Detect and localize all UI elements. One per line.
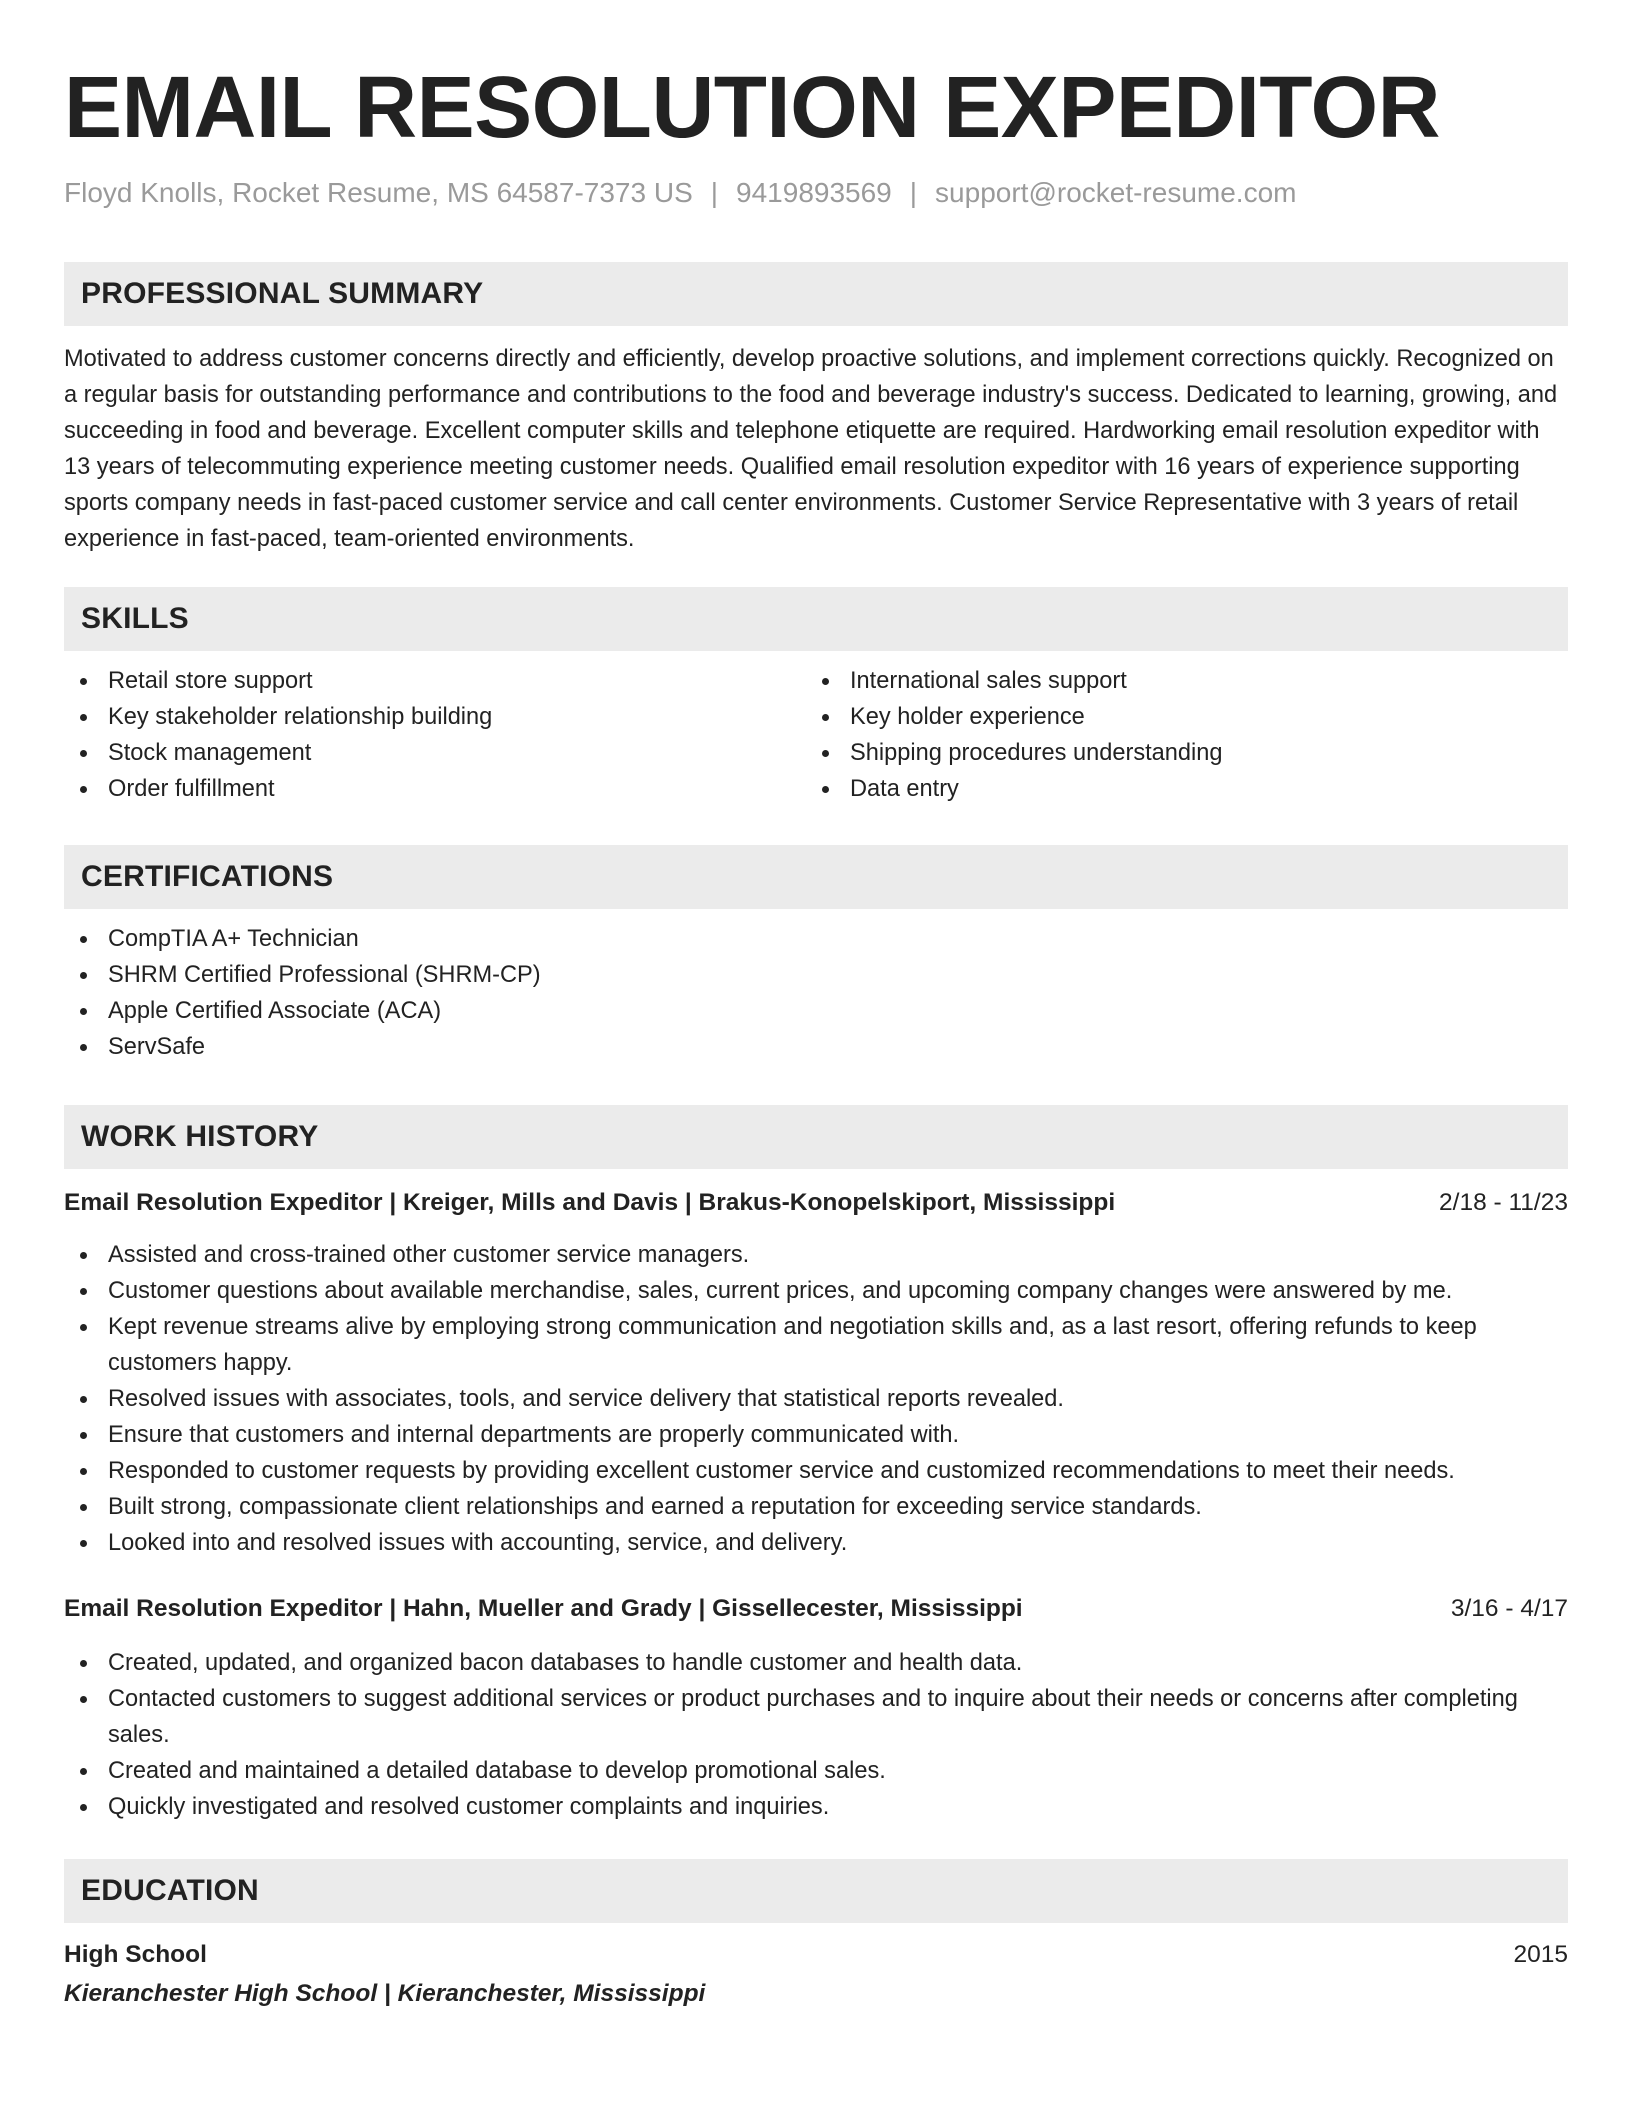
job-bullet: Ensure that customers and internal departments are properly communicated with. (64, 1417, 1568, 1453)
education-school: Kieranchester High School | Kieranchester, Mississippi (64, 1980, 706, 2007)
skill-item: Shipping procedures understanding (806, 735, 1548, 771)
education-degree: High School (64, 1941, 207, 1968)
job-dates: 2/18 - 11/23 (1439, 1189, 1568, 1216)
job-bullet: Kept revenue streams alive by employing strong communication and negotiation skills and, as a last resort, offering refunds to keep customers happy. (64, 1309, 1568, 1381)
skill-item: Key stakeholder relationship building (64, 699, 806, 735)
section-heading-certifications: CERTIFICATIONS (64, 845, 1568, 909)
skill-item: International sales support (806, 663, 1548, 699)
skills-list-left (64, 663, 806, 807)
section-heading-education: EDUCATION (64, 1859, 1568, 1923)
certification-item: CompTIA A+ Technician (64, 921, 1568, 957)
job-dates: 3/16 - 4/17 (1450, 1595, 1568, 1622)
job-bullet: Assisted and cross-trained other customer service managers. (64, 1237, 1568, 1273)
certification-item: SHRM Certified Professional (SHRM-CP) (64, 957, 1568, 993)
certifications-list (64, 921, 1568, 1065)
job-bullet: Created and maintained a detailed database to develop promotional sales. (64, 1753, 1568, 1789)
job-bullet: Customer questions about available merchandise, sales, current prices, and upcoming company changes were answered by me. (64, 1273, 1568, 1309)
skill-item: Retail store support (64, 663, 806, 699)
candidate-name: EMAIL RESOLUTION EXPEDITOR (64, 59, 1440, 156)
contact-separator: | (710, 177, 719, 208)
education-header (64, 1937, 1568, 1973)
professional-summary-text: Motivated to address customer concerns directly and efficiently, develop proactive solutions, and implement corrections quickly. Recognized on a regular basis for outstanding performance and contributions to the food and beverage industry's success. Dedicated to learning, growing, and succeeding in food and beverage. Excellent computer skills and telephone etiquette are required. Hardworking email resolution expeditor with 13 years of telecommuting experience meeting customer needs. Qualified email resolution expeditor with 16 years of experience supporting sports company needs in fast-paced customer service and call center environments. Customer Service Representative with 3 years of retail experience in fast-paced, team-oriented environments. (64, 346, 1558, 552)
job-bullet: Resolved issues with associates, tools, and service delivery that statistical reports revealed. (64, 1381, 1568, 1417)
job-bullets (64, 1237, 1568, 1561)
job-bullet: Looked into and resolved issues with accounting, service, and delivery. (64, 1525, 1568, 1561)
skills-list-right (806, 663, 1548, 807)
job-title: Email Resolution Expeditor | Hahn, Mueller and Grady | Gissellecester, Mississippi (64, 1595, 1023, 1622)
contact-line (64, 176, 1568, 210)
certification-item: ServSafe (64, 1029, 1568, 1065)
skill-item: Order fulfillment (64, 771, 806, 807)
job-bullet: Contacted customers to suggest additional services or product purchases and to inquire about their needs or concerns after completing sales. (64, 1681, 1568, 1753)
contact-phone: 9419893569 (736, 177, 892, 208)
contact-address: Floyd Knolls, Rocket Resume, MS 64587-7373 US (64, 177, 693, 208)
job-header (64, 1185, 1568, 1221)
skill-item: Key holder experience (806, 699, 1548, 735)
job-header (64, 1591, 1568, 1627)
certification-item: Apple Certified Associate (ACA) (64, 993, 1568, 1029)
job-bullet: Quickly investigated and resolved customer complaints and inquiries. (64, 1789, 1568, 1825)
section-heading-professional-summary: PROFESSIONAL SUMMARY (64, 262, 1568, 326)
job-bullet: Created, updated, and organized bacon databases to handle customer and health data. (64, 1645, 1568, 1681)
job-bullet: Built strong, compassionate client relationships and earned a reputation for exceeding service standards. (64, 1489, 1568, 1525)
skill-item: Data entry (806, 771, 1548, 807)
skills-grid (64, 663, 1568, 807)
education-year: 2015 (1513, 1941, 1568, 1968)
job-title: Email Resolution Expeditor | Kreiger, Mills and Davis | Brakus-Konopelskiport, Mississippi (64, 1189, 1116, 1216)
contact-email: support@rocket-resume.com (935, 177, 1297, 208)
skill-item: Stock management (64, 735, 806, 771)
job-bullet: Responded to customer requests by providing excellent customer service and customized recommendations to meet their needs. (64, 1453, 1568, 1489)
section-heading-work-history: WORK HISTORY (64, 1105, 1568, 1169)
contact-separator: | (909, 177, 918, 208)
job-bullets (64, 1645, 1568, 1825)
section-heading-skills: SKILLS (64, 587, 1568, 651)
